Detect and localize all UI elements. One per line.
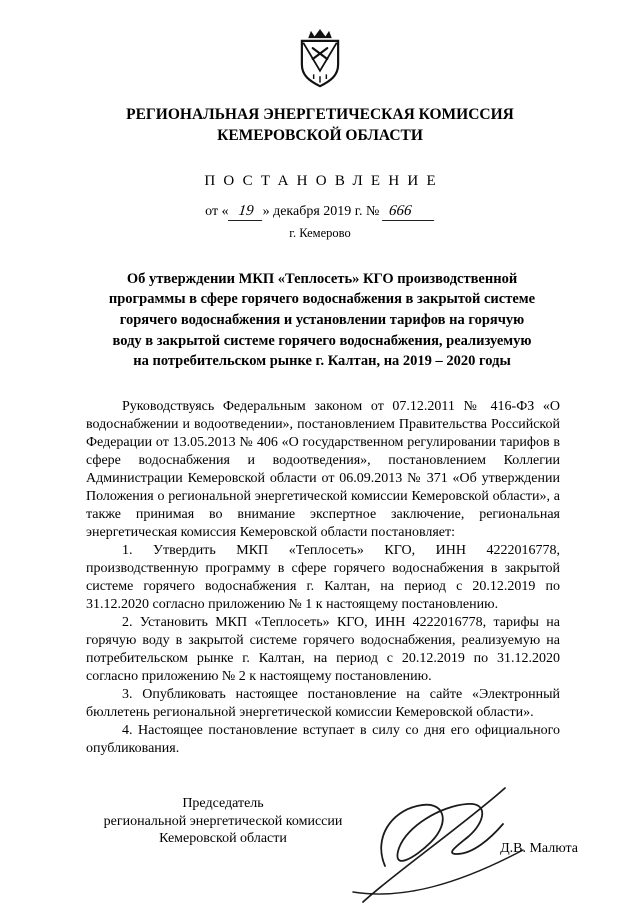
organization-name <box>0 105 640 147</box>
signer-position-line2: региональной энергетической комиссии <box>103 813 343 829</box>
date-line <box>0 203 640 221</box>
signer-position-line3: Кемеровской области <box>159 831 287 846</box>
signer-position <box>90 795 356 848</box>
city-label: г. Кемерово <box>289 225 351 240</box>
signature-block <box>0 792 640 905</box>
kemerovo-coat-of-arms-icon <box>291 28 349 95</box>
document-body <box>86 398 560 758</box>
org-name-line2: КЕМЕРОВСКОЙ ОБЛАСТИ <box>217 126 423 144</box>
org-name-line1: РЕГИОНАЛЬНАЯ ЭНЕРГЕТИЧЕСКАЯ КОМИССИЯ <box>126 106 514 123</box>
signer-position-line1: Председатель <box>182 796 264 811</box>
emblem-container <box>0 0 640 95</box>
paragraph-item-1: 1. Утвердить МКП «Теплосеть» КГО, ИНН 4222016778, производственную программу в сфере горячего водоснабжения в закрытой системе горячего водоснабжения г. Калтан, на период с 20.12.2019 по 31.12.2020 согласно приложению № 1 к настоящему постановлению. <box>86 542 560 612</box>
document-title: Об утверждении МКП «Теплосеть» КГО производственной программы в сфере горячего водоснабжения в закрытой системе горячего водоснабжения и установлении тарифов на горячую воду в закрытой системе горячего водоснабжения, реализуемую на потребительском рынке г. Калтан, на 2019 – 2020 годы <box>108 270 536 370</box>
signer-name: Д.В. Малюта <box>500 841 578 856</box>
paragraph-item-2: 2. Установить МКП «Теплосеть» КГО, ИНН 4222016778, тарифы на горячую воду в закрытой системе горячего водоснабжения, реализуемую на потребительском рынке г. Калтан, на период с 20.12.2019 по 31.12.2020 согласно приложению № 2 к настоящему постановлению. <box>86 614 560 684</box>
document-type-heading: ПОСТАНОВЛЕНИЕ <box>204 172 444 189</box>
paragraph-item-4: 4. Настоящее постановление вступает в силу со дня его официального опубликования. <box>86 722 560 756</box>
handwritten-doc-number: 666 <box>382 203 436 221</box>
paragraph-preamble: Руководствуясь Федеральным законом от 07.12.2011 № 416-ФЗ «О водоснабжении и водоотведении», постановлением Правительства Российской Федерации от 13.05.2013 № 406 «О государственном регулировании тарифов в сфере водоснабжения и водоотведения», постановлением Коллегии Администрации Кемеровской области от 06.09.2013 № 371 «Об утверждении Положения о региональной энергетической комиссии Кемеровской области», а также принимая во внимание экспертное заключение, региональная энергетическая комиссия Кемеровской области постановляет: <box>86 398 560 540</box>
date-prefix: от « <box>205 203 229 219</box>
handwritten-day: 19 <box>228 203 264 221</box>
date-middle: » декабря 2019 г. № <box>262 203 380 219</box>
paragraph-item-3: 3. Опубликовать настоящее постановление на сайте «Электронный бюллетень региональной энергетической комиссии Кемеровской области». <box>86 686 560 720</box>
